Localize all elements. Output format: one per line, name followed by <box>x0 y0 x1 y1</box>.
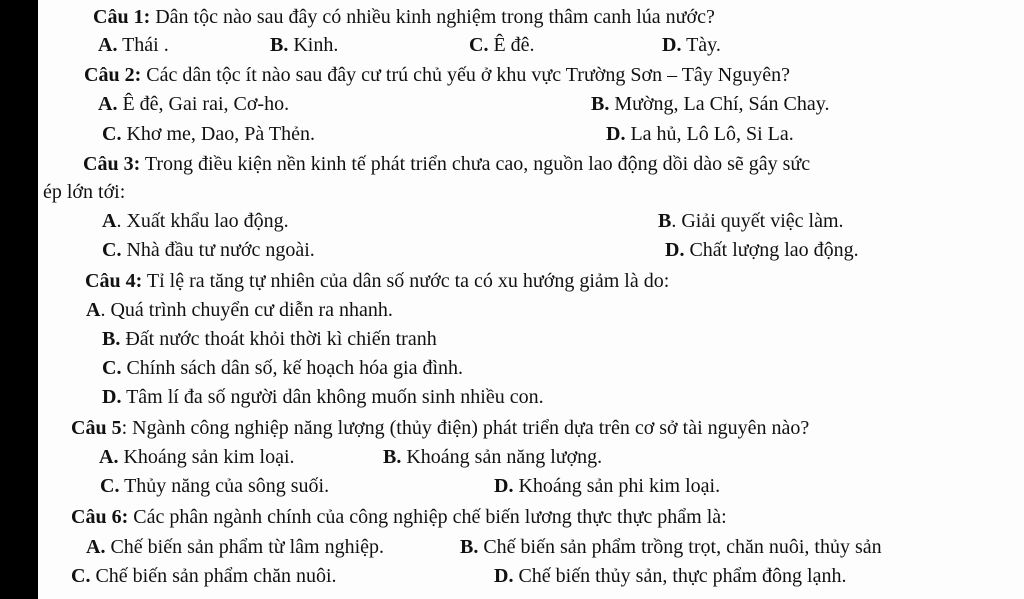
question-4-label: Câu 4: <box>85 270 143 292</box>
option-5a: A. Khoáng sản kim loại. <box>99 446 295 468</box>
question-1-stem <box>93 5 715 29</box>
option-2c: C. Khơ me, Dao, Pà Thẻn. <box>102 123 315 145</box>
option-5d: D. Khoáng sản phi kim loại. <box>494 475 721 497</box>
question-2-label: Câu 2: <box>84 64 142 86</box>
option-3a: A. Xuất khẩu lao động. <box>102 210 289 232</box>
option-5c: C. Thủy năng của sông suối. <box>100 475 330 497</box>
question-2-stem <box>84 63 790 87</box>
option-4b: B. Đất nước thoát khỏi thời kì chiến tranh <box>102 328 437 350</box>
option-6a: A. Chế biến sản phẩm từ lâm nghiệp. <box>86 536 385 558</box>
question-3-text: Trong điều kiện nền kinh tế phát triển chưa cao, nguồn lao động dồi dào sẽ gây sức <box>140 153 811 175</box>
question-3-label: Câu 3: <box>83 153 141 175</box>
option-1b: B. Kinh. <box>270 34 339 56</box>
option-6c: C. Chế biến sản phẩm chăn nuôi. <box>71 565 337 587</box>
option-4a: A. Quá trình chuyển cư diễn ra nhanh. <box>86 299 393 321</box>
question-5-text: : Ngành công nghiệp năng lượng (thủy điện) phát triển dựa trên cơ sở tài nguyên nào? <box>121 417 810 439</box>
question-6-text: Các phân ngành chính của công nghiệp chế biến lương thực thực phẩm là: <box>128 506 727 528</box>
option-1c: C. Ê đê. <box>469 34 535 56</box>
option-3c: C. Nhà đầu tư nước ngoài. <box>102 239 315 261</box>
question-5-label: Câu 5 <box>71 417 122 439</box>
option-2b: B. Mường, La Chí, Sán Chay. <box>591 93 830 115</box>
question-4-text: Tỉ lệ ra tăng tự nhiên của dân số nước ta có xu hướng giảm là do: <box>142 270 670 292</box>
question-3-stem <box>83 152 810 176</box>
option-6d: D. Chế biến thủy sản, thực phẩm đông lạnh. <box>494 565 847 587</box>
document-page <box>38 0 1024 599</box>
option-2a: A. Ê đê, Gai rai, Cơ-ho. <box>98 93 290 115</box>
option-4d: D. Tâm lí đa số người dân không muốn sinh nhiều con. <box>102 386 544 408</box>
question-6-label: Câu 6: <box>71 506 129 528</box>
question-5-stem <box>71 416 809 440</box>
question-6-stem <box>71 505 727 529</box>
option-1d: D. Tày. <box>662 34 721 56</box>
question-4-stem <box>85 269 669 293</box>
option-3b: B. Giải quyết việc làm. <box>658 210 844 232</box>
option-1a: A. Thái . <box>98 34 169 56</box>
option-3d: D. Chất lượng lao động. <box>665 239 859 261</box>
question-2-text: Các dân tộc ít nào sau đây cư trú chủ yếu ở khu vực Trường Sơn – Tây Nguyên? <box>141 64 791 86</box>
option-4c: C. Chính sách dân số, kế hoạch hóa gia đình. <box>102 357 464 379</box>
option-2d: D. La hủ, Lô Lô, Si La. <box>606 123 794 145</box>
option-6b: B. Chế biến sản phẩm trồng trọt, chăn nuôi, thủy sản <box>460 536 882 558</box>
question-3-text-continued: ép lớn tới: <box>43 181 126 203</box>
question-1-text: Dân tộc nào sau đây có nhiều kinh nghiệm trong thâm canh lúa nước? <box>150 6 715 28</box>
question-1-label: Câu 1: <box>93 6 151 28</box>
option-5b: B. Khoáng sản năng lượng. <box>383 446 603 468</box>
